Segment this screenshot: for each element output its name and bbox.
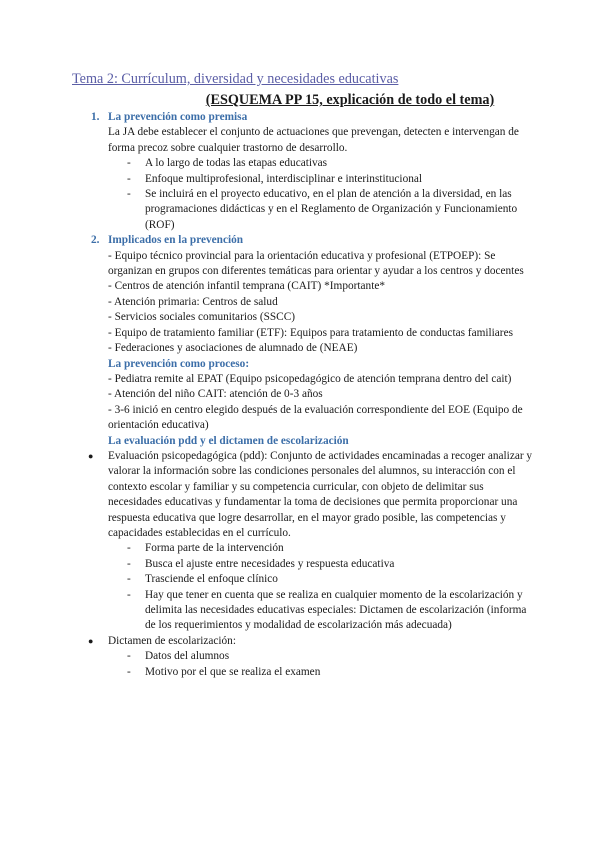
section-2-line: - Servicios sociales comunitarios (SSCC) — [108, 311, 296, 324]
section-2-line: - Equipo de tratamiento familiar (ETF): Equipos para tratamiento de conductas familiares — [108, 326, 513, 339]
section-2-line: - Federaciones y asociaciones de alumnado de (NEAE) — [108, 342, 358, 355]
section-1-number: 1. — [91, 111, 100, 123]
page-title: Tema 2: Currículum, diversidad y necesidades educativas — [72, 71, 399, 87]
section-1-heading — [0, 110, 600, 125]
section-2-line: - Centros de atención infantil temprana (CAIT) *Importante* — [108, 280, 385, 293]
section-2-line: - Atención primaria: Centros de salud — [108, 295, 278, 308]
process-line: - Atención del niño CAIT: atención de 0-3 años — [108, 388, 323, 401]
list-item: - Enfoque multiprofesional, interdisciplinar e interinstitucional — [145, 172, 530, 187]
list-item: - Trasciende el enfoque clínico — [145, 572, 534, 587]
list-item: - Forma parte de la intervención — [145, 541, 534, 556]
process-line: - 3-6 inició en centro elegido después de la evaluación correspondiente del EOE (Equipo de orientación educativa) — [108, 403, 523, 432]
evaluation-heading: La evaluación pdd y el dictamen de escolarización — [108, 434, 349, 447]
section-2-title: Implicados en la prevención — [108, 234, 244, 247]
list-item: - Motivo por el que se realiza el examen — [145, 665, 534, 680]
list-item: - Se incluirá en el proyecto educativo, en el plan de atención a la diversidad, en las programaciones didácticas y en el Reglamento de Organización y Funcionamiento (ROF) — [145, 187, 530, 233]
list-item: - Busca el ajuste entre necesidades y respuesta educativa — [145, 557, 534, 572]
page-subtitle: (ESQUEMA PP 15, explicación de todo el tema) — [205, 92, 495, 108]
process-heading: La prevención como proceso: — [108, 357, 250, 370]
section-1-paragraph: La JA debe establecer el conjunto de actuaciones que prevengan, detecten e intervengan de forma precoz sobre cualquier trastorno de desarrollo. — [108, 126, 519, 154]
document-body — [0, 110, 600, 680]
section-1-title: La prevención como premisa — [108, 111, 248, 123]
process-line: - Pediatra remite al EPAT (Equipo psicopedagógico de atención temprana dentro del cait) — [108, 372, 512, 385]
bullet-evaluation: ● Evaluación psicopedagógica (pdd): Conjunto de actividades encaminadas a recoger analizar y valorar la información sobre las condiciones personales del alumnos, su interacción con el contexto escolar y familiar y su competencia curricular, con objeto de delimitar sus necesidades educativas y fundamentar la toma de decisiones que permita proporcionar una respuesta educativa que logre desarrollar, en el mayor grado posible, las competencias y capacidades establecidas en el currículo. — [108, 449, 534, 541]
section-2-number: 2. — [91, 234, 100, 247]
section-2-heading — [0, 233, 600, 248]
list-item: - A lo largo de todas las etapas educativas — [145, 156, 530, 171]
section-2-line: - Equipo técnico provincial para la orientación educativa y profesional (ETPOEP): Se organizan en grupos con diferentes temáticas para orientar y ayudar a los centros y docentes — [108, 249, 524, 278]
list-item: - Hay que tener en cuenta que se realiza en cualquier momento de la escolarización y delimita las necesidades educativas especiales: Dictamen de escolarización (informa de los requerimientos y modalidad de escolarización más adecuada) — [145, 588, 534, 634]
bullet-dictamen: ● Dictamen de escolarización: — [108, 634, 534, 649]
list-item: - Datos del alumnos — [145, 649, 534, 664]
